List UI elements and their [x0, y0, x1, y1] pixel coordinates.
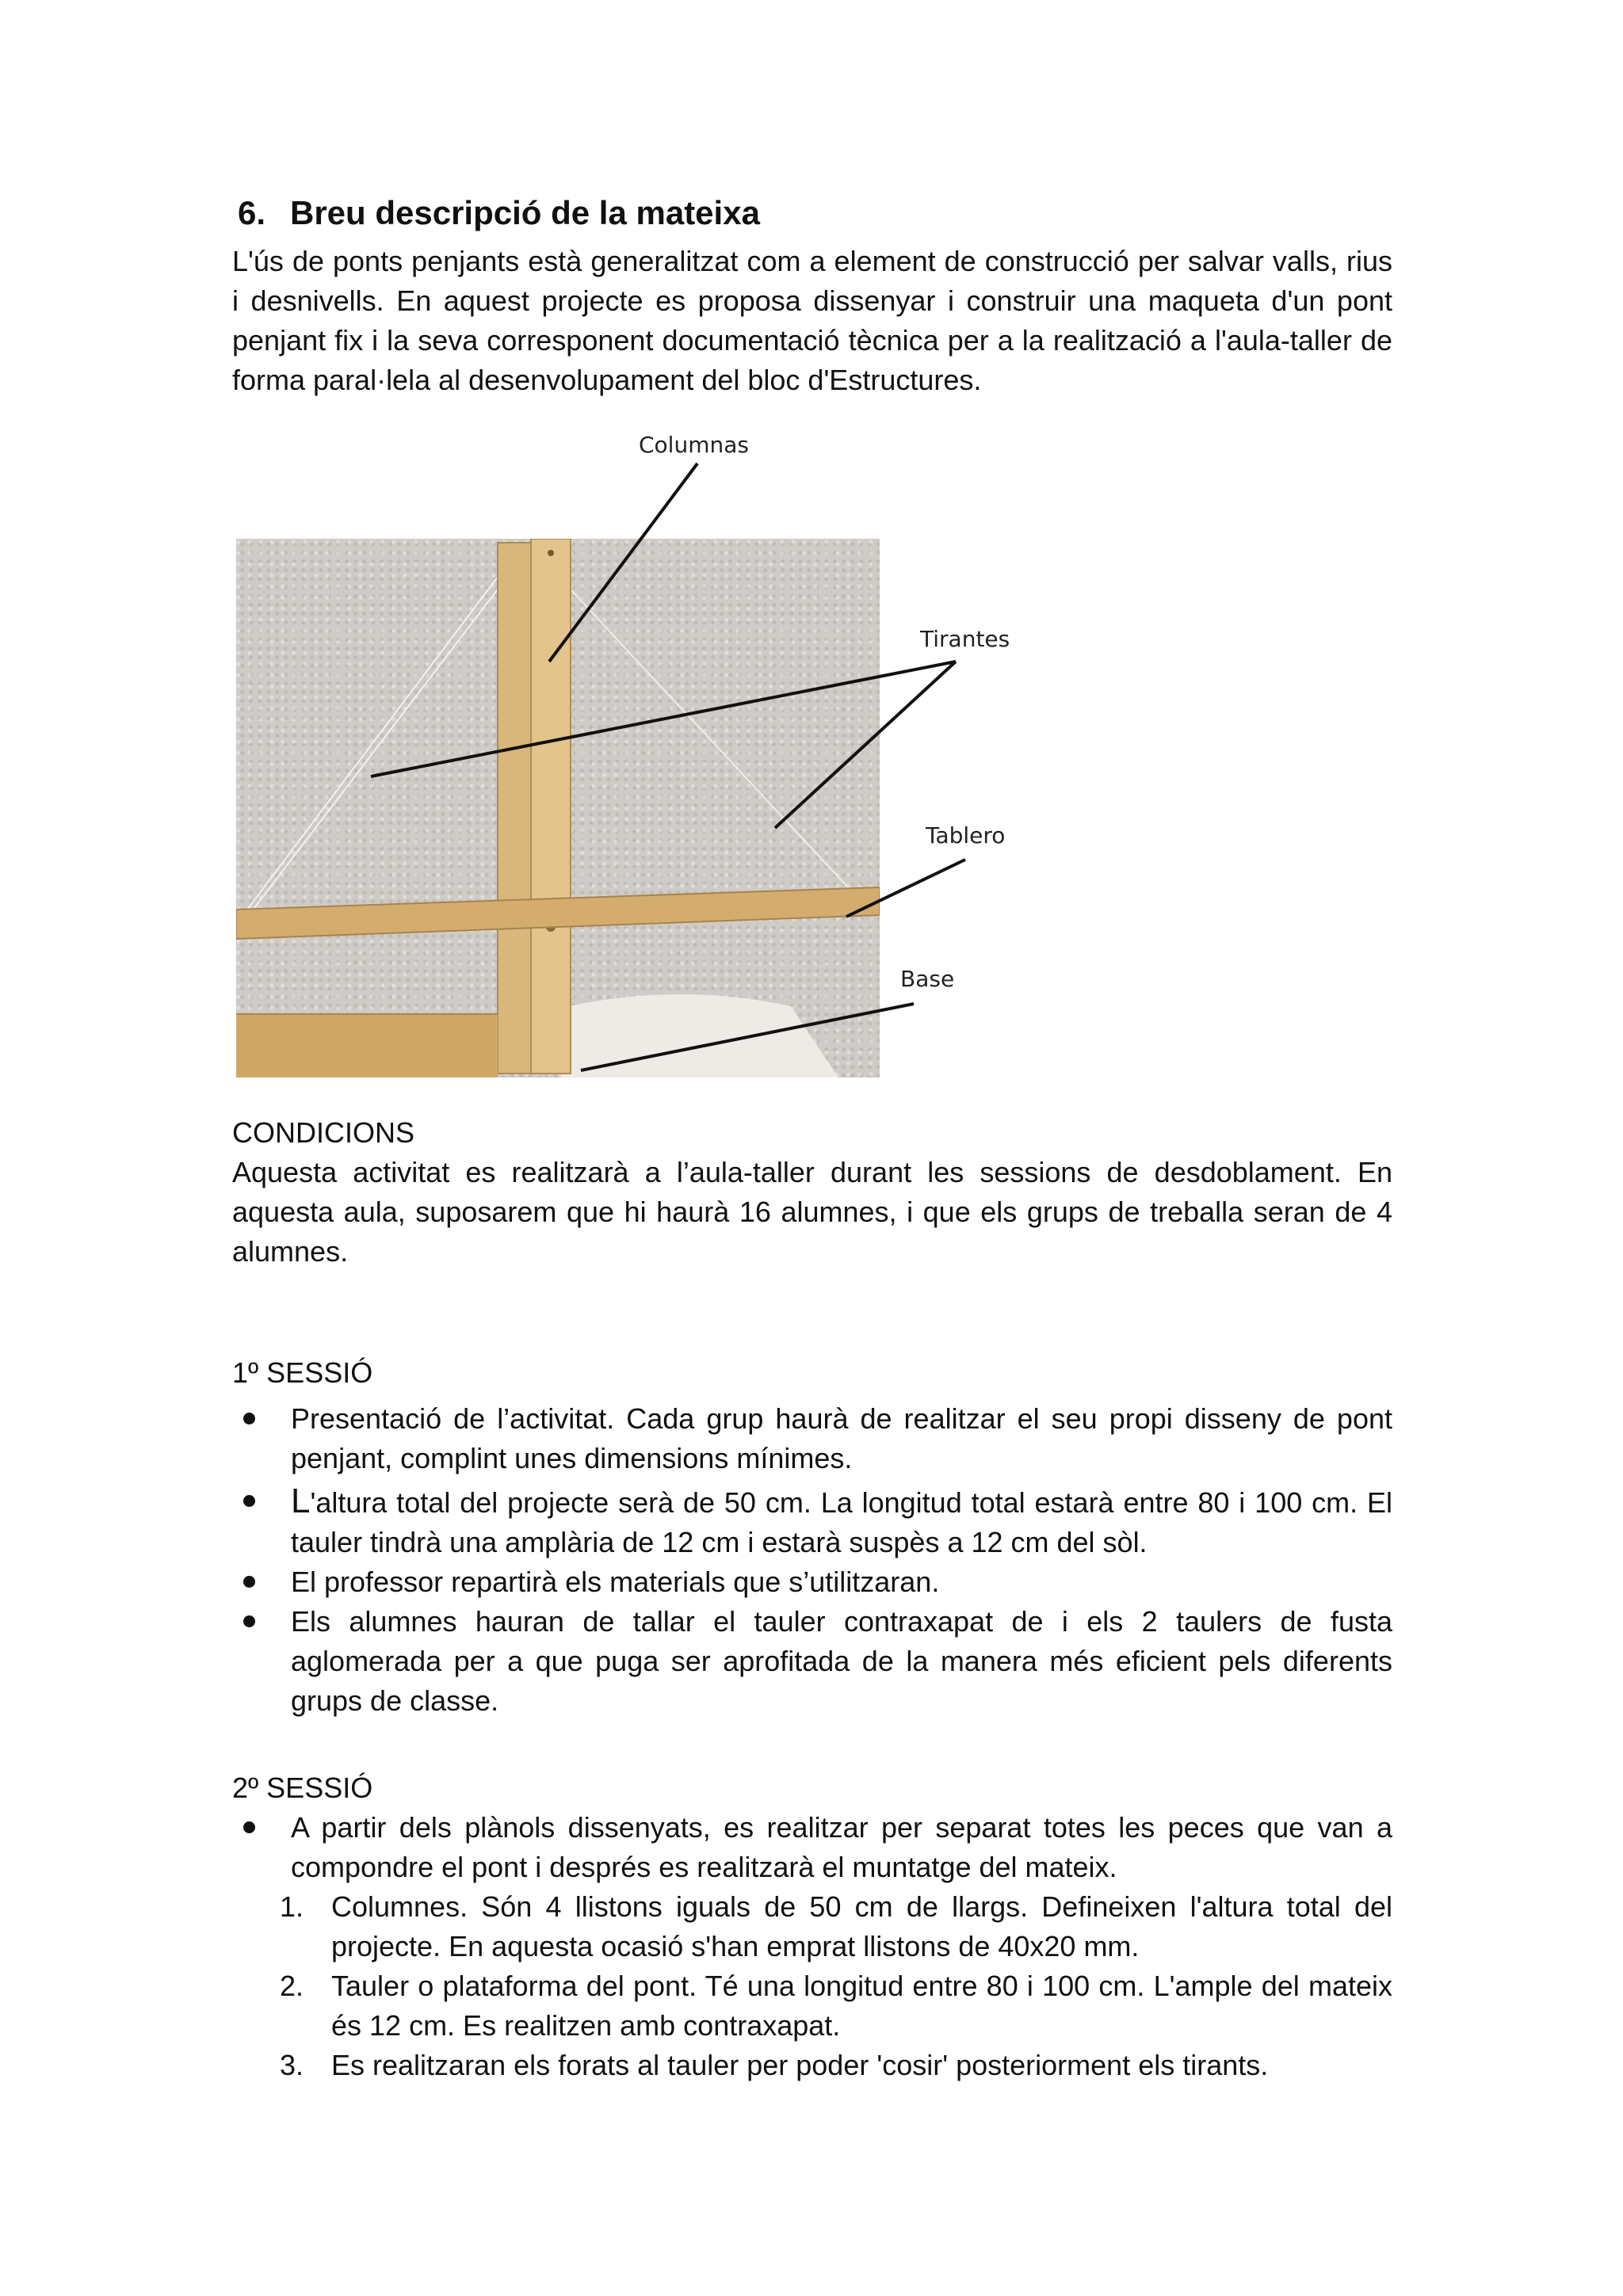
- section-heading: [238, 194, 760, 232]
- section-title: Breu descripció de la mateixa: [290, 194, 760, 231]
- session2-steps: [232, 1887, 1392, 2085]
- session1-block: [232, 1353, 1392, 1721]
- condicions-paragraph: Aquesta activitat es realitzarà a l’aula-taller durant les sessions de desdoblament. En aquesta aula, suposarem que hi haurà 16 alumnes, i que els grups de treballa seran de 4 alumnes.: [232, 1156, 1392, 1268]
- session1-list: [232, 1399, 1392, 1721]
- session2-block: [232, 1768, 1392, 2085]
- label-columnas: Columnas: [639, 432, 749, 458]
- list-item: Els alumnes hauran de tallar el tauler contraxapat de i els 2 taulers de fusta aglomerada per a que puga ser aprofitada de la manera més eficient pels diferents grups de classe.: [232, 1602, 1392, 1721]
- step-item: 2. Tauler o plataforma del pont. Té una longitud entre 80 i 100 cm. L'ample del mateix és 12 cm. Es realitzen amb contraxapat.: [280, 1970, 1392, 2042]
- step-item: 1. Columnes. Són 4 llistons iguals de 50 cm de llargs. Defineixen l'altura total del projecte. En aquesta ocasió s'han emprat llistons de 40x20 mm.: [280, 1890, 1392, 1962]
- bullet-icon: [243, 1413, 255, 1425]
- list-item: A partir dels plànols dissenyats, es realitzar per separat totes les peces que van a compondre el pont i després es realitzarà el muntatge del mateix.: [232, 1808, 1392, 1887]
- bullet-icon: [243, 1576, 255, 1588]
- bullet-icon: [243, 1615, 255, 1627]
- session2-heading: 2º SESSIÓ: [232, 1772, 373, 1804]
- list-item: L'altura total del projecte serà de 50 cm. La longitud total estarà entre 80 i 100 cm. El tauler tindrà una amplària de 12 cm i estarà suspès a 12 cm del sòl.: [232, 1482, 1392, 1562]
- intro-block: [232, 242, 1392, 400]
- bridge-figure: [232, 432, 1064, 1081]
- bullet-icon: [243, 1495, 255, 1507]
- condicions-block: [232, 1113, 1392, 1272]
- session1-heading: 1º SESSIÓ: [232, 1356, 373, 1389]
- bullet-icon: [243, 1821, 255, 1833]
- step-item: 3. Es realitzaran els forats al tauler per poder 'cosir' posteriorment els tirants.: [280, 2049, 1269, 2081]
- session2-list: [232, 1808, 1392, 1887]
- section-number: 6.: [238, 194, 266, 231]
- intro-paragraph: L'ús de ponts penjants està generalitzat com a element de construcció per salvar valls, rius i desnivells. En aquest projecte es proposa dissenyar i construir una maqueta d'un pont penjant fix i la seva corresponent documentació tècnica per a la realització a l'aula-taller de forma paral·lela al desenvolupament del bloc d'Estructures.: [232, 245, 1392, 396]
- list-item: Presentació de l’activitat. Cada grup haurà de realitzar el seu propi disseny de pont penjant, complint unes dimensions mínimes.: [232, 1399, 1392, 1478]
- label-tirantes: Tirantes: [920, 626, 1010, 652]
- list-item: El professor repartirà els materials que s’utilitzaran.: [232, 1562, 1392, 1602]
- label-base: Base: [900, 966, 955, 992]
- condicions-heading: CONDICIONS: [232, 1116, 415, 1149]
- label-tablero: Tablero: [926, 822, 1006, 849]
